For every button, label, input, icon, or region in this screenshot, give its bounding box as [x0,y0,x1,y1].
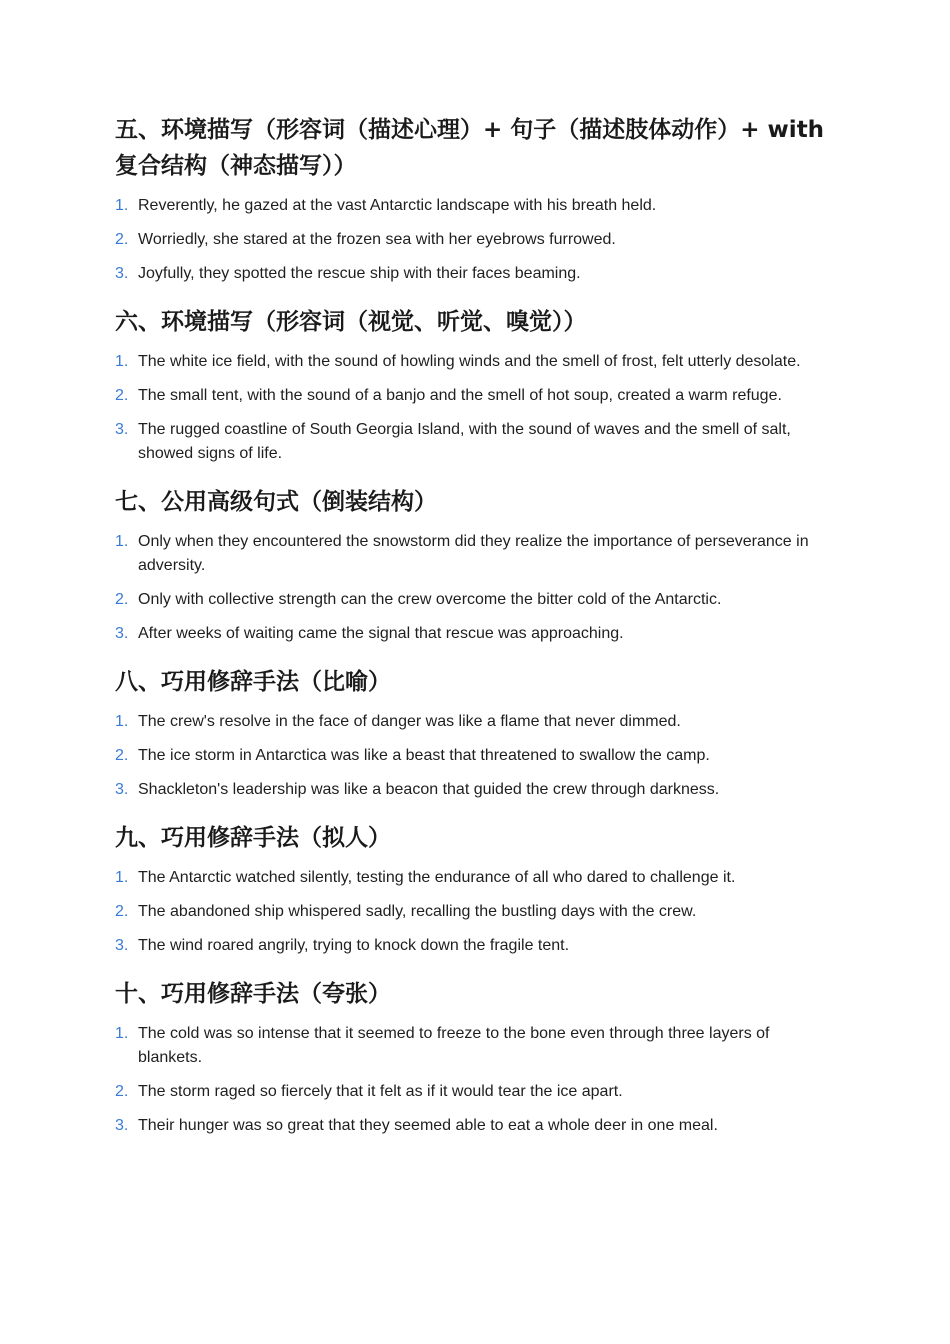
item-number: 1. [115,353,129,370]
sentence-list [115,866,835,958]
item-number: 3. [115,625,129,642]
item-text: The Antarctic watched silently, testing the endurance of all who dared to challenge it. [138,869,736,886]
list-item [115,710,835,734]
item-number: 2. [115,747,129,764]
section-eight [115,664,835,802]
section-seven [115,484,835,646]
item-text: Joyfully, they spotted the rescue ship with their faces beaming. [138,265,581,282]
item-text: The abandoned ship whispered sadly, recalling the bustling days with the crew. [138,903,697,920]
section-six [115,304,835,466]
item-text: Their hunger was so great that they seemed able to eat a whole deer in one meal. [138,1117,718,1134]
section-nine [115,820,835,958]
section-ten [115,976,835,1138]
item-number: 3. [115,781,129,798]
list-item [115,622,835,646]
section-title: 十、巧用修辞手法（夸张） [115,981,391,1007]
section-title: 八、巧用修辞手法（比喻） [115,669,391,695]
item-number: 1. [115,869,129,886]
document-page [115,112,835,1156]
list-item [115,778,835,802]
item-number: 2. [115,231,129,248]
item-text: The wind roared angrily, trying to knock down the fragile tent. [138,937,570,954]
sentence-list [115,194,835,286]
sentence-list [115,350,835,466]
item-text: The cold was so intense that it seemed to freeze to the bone even through three layers of blankets. [138,1025,770,1066]
section-title: 六、环境描写（形容词（视觉、听觉、嗅觉）） [115,309,587,335]
list-item [115,744,835,768]
item-number: 1. [115,197,129,214]
list-item [115,418,835,466]
item-number: 1. [115,1025,129,1042]
section-five [115,112,835,286]
list-item [115,228,835,252]
list-item [115,900,835,924]
item-text: Only when they encountered the snowstorm did they realize the importance of perseverance in adversity. [138,533,809,574]
item-number: 3. [115,937,129,954]
item-text: The small tent, with the sound of a banjo and the smell of hot soup, created a warm refuge. [138,387,782,404]
item-text: The rugged coastline of South Georgia Island, with the sound of waves and the smell of salt, showed signs of life. [138,421,791,462]
section-title: 五、环境描写（形容词（描述心理）+ 句子（描述肢体动作）+ with 复合结构（神态描写）） [115,117,825,179]
list-item [115,866,835,890]
list-item [115,1022,835,1070]
section-title: 七、公用高级句式（倒装结构） [115,489,437,515]
list-item [115,588,835,612]
item-number: 2. [115,1083,129,1100]
item-text: Worriedly, she stared at the frozen sea with her eyebrows furrowed. [138,231,616,248]
item-number: 1. [115,533,129,550]
list-item [115,1080,835,1104]
list-item [115,384,835,408]
item-text: The crew's resolve in the face of danger was like a flame that never dimmed. [138,713,681,730]
item-number: 1. [115,713,129,730]
item-text: Reverently, he gazed at the vast Antarctic landscape with his breath held. [138,197,657,214]
section-title: 九、巧用修辞手法（拟人） [115,825,391,851]
item-number: 2. [115,591,129,608]
item-number: 2. [115,387,129,404]
list-item [115,934,835,958]
item-text: The storm raged so fiercely that it felt as if it would tear the ice apart. [138,1083,623,1100]
list-item [115,350,835,374]
list-item [115,262,835,286]
item-text: After weeks of waiting came the signal that rescue was approaching. [138,625,624,642]
item-number: 3. [115,265,129,282]
sentence-list [115,1022,835,1138]
item-text: The ice storm in Antarctica was like a beast that threatened to swallow the camp. [138,747,710,764]
sentence-list [115,530,835,646]
list-item [115,194,835,218]
sentence-list [115,710,835,802]
item-number: 2. [115,903,129,920]
item-text: Only with collective strength can the crew overcome the bitter cold of the Antarctic. [138,591,722,608]
item-number: 3. [115,1117,129,1134]
item-text: The white ice field, with the sound of howling winds and the smell of frost, felt utterly desolate. [138,353,801,370]
list-item [115,1114,835,1138]
item-text: Shackleton's leadership was like a beacon that guided the crew through darkness. [138,781,720,798]
list-item [115,530,835,578]
item-number: 3. [115,421,129,438]
